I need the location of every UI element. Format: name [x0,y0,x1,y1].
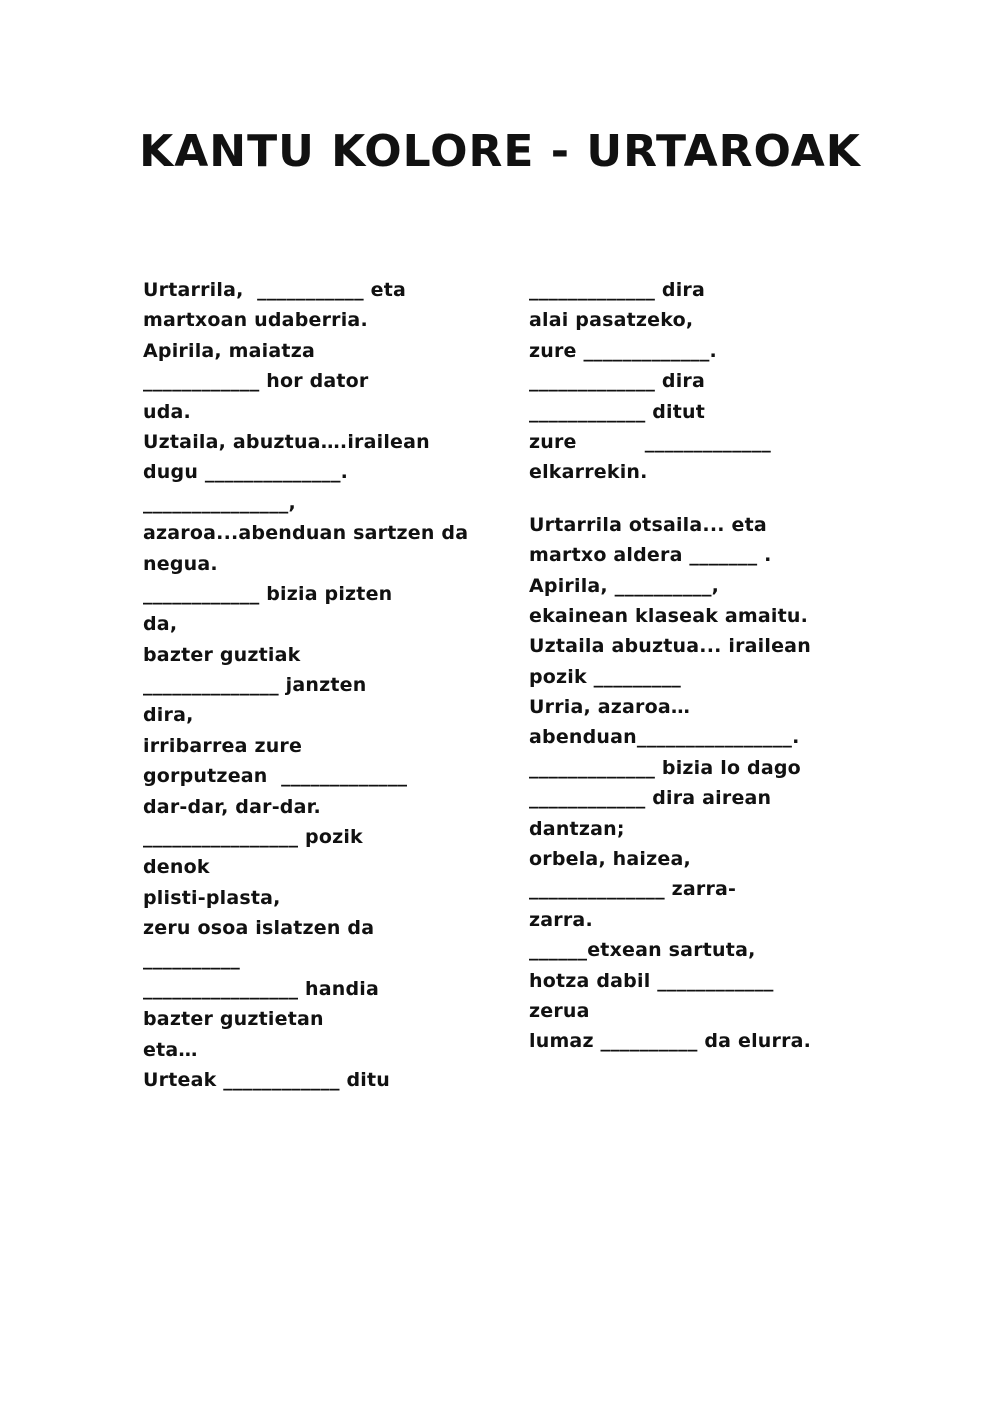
lyric-line: zure _____________. [529,339,717,362]
lyric-line: zure _____________ [529,430,771,453]
lyric-line: da, [143,613,178,636]
lyric-line: bazter guztiak [143,643,301,666]
lyric-line: Apirila, maiatza [143,339,315,362]
lyric-line: martxo aldera _______ . [529,544,772,567]
right-column [529,275,874,1057]
lyric-line: ____________ dira airean [529,787,772,810]
lyric-line: Urteak ____________ ditu [143,1069,390,1092]
left-column [143,275,488,1096]
lyric-line: ____________ bizia pizten [143,582,393,605]
lyric-line: elkarrekin. [529,461,648,484]
lyric-line: negua. [143,552,218,575]
lyric-line: __________ [143,947,240,970]
lyric-line: plisti-plasta, [143,886,281,909]
lyric-line: ekainean klaseak amaitu. [529,604,809,627]
lyric-line: ____________ ditut [529,400,706,423]
lyric-line: _____________ dira [529,370,706,393]
lyric-line: dira, [143,704,194,727]
stanza-second [529,510,874,1057]
lyric-line: pozik _________ [529,665,681,688]
lyric-line: uda. [143,400,191,423]
lyric-line: dar-dar, dar-dar. [143,795,321,818]
lyric-line: ______________ janzten [143,674,367,697]
lyric-line: Urtarrila otsaila... eta [529,513,767,536]
lyric-line: dantzan; [529,817,625,840]
lyric-line: alai pasatzeko, [529,309,694,332]
lyric-line: Apirila, __________, [529,574,720,597]
lyric-line: _____________ dira [529,279,706,301]
lyric-line: zerua [529,999,590,1022]
lyric-line: gorputzean _____________ [143,765,408,788]
lyric-line: bazter guztietan [143,1008,324,1031]
lyric-line: irribarrea zure [143,734,303,757]
lyric-line: hotza dabil ____________ [529,969,774,992]
lyric-line: Urtarrila, ___________ eta [143,279,407,301]
lyric-line: Urria, azaroa… [529,696,691,719]
lyric-line: Uztaila abuztua... irailean [529,635,811,658]
lyric-line: ____________ hor dator [143,370,369,393]
lyric-line: lumaz __________ da elurra. [529,1030,812,1053]
lyric-line: ________________ handia [143,977,380,1000]
lyric-line: ______etxean sartuta, [529,939,756,962]
lyric-line: eta… [143,1038,198,1061]
lyric-line: dugu ______________. [143,461,349,484]
lyric-line: Uztaila, abuztua….irailean [143,430,430,453]
lyric-line: azaroa...abenduan sartzen da [143,522,469,545]
lyric-line: ______________ zarra- [529,878,737,901]
lyric-line: ________________ pozik [143,826,363,849]
lyric-line: denok [143,856,210,879]
stanza-gap [529,488,874,510]
lyric-line: orbela, haizea, [529,848,691,871]
lyric-line: _______________, [143,491,296,514]
stanza-chorus [529,275,874,488]
lyric-line: zarra. [529,908,593,931]
lyric-line: abenduan________________. [529,726,800,749]
lyric-line: zeru osoa islatzen da [143,917,375,940]
page-title: KANTU KOLORE - URTAROAK [139,126,861,177]
lyric-line: martxoan udaberria. [143,309,368,332]
lyric-line: _____________ bizia lo dago [529,756,801,779]
